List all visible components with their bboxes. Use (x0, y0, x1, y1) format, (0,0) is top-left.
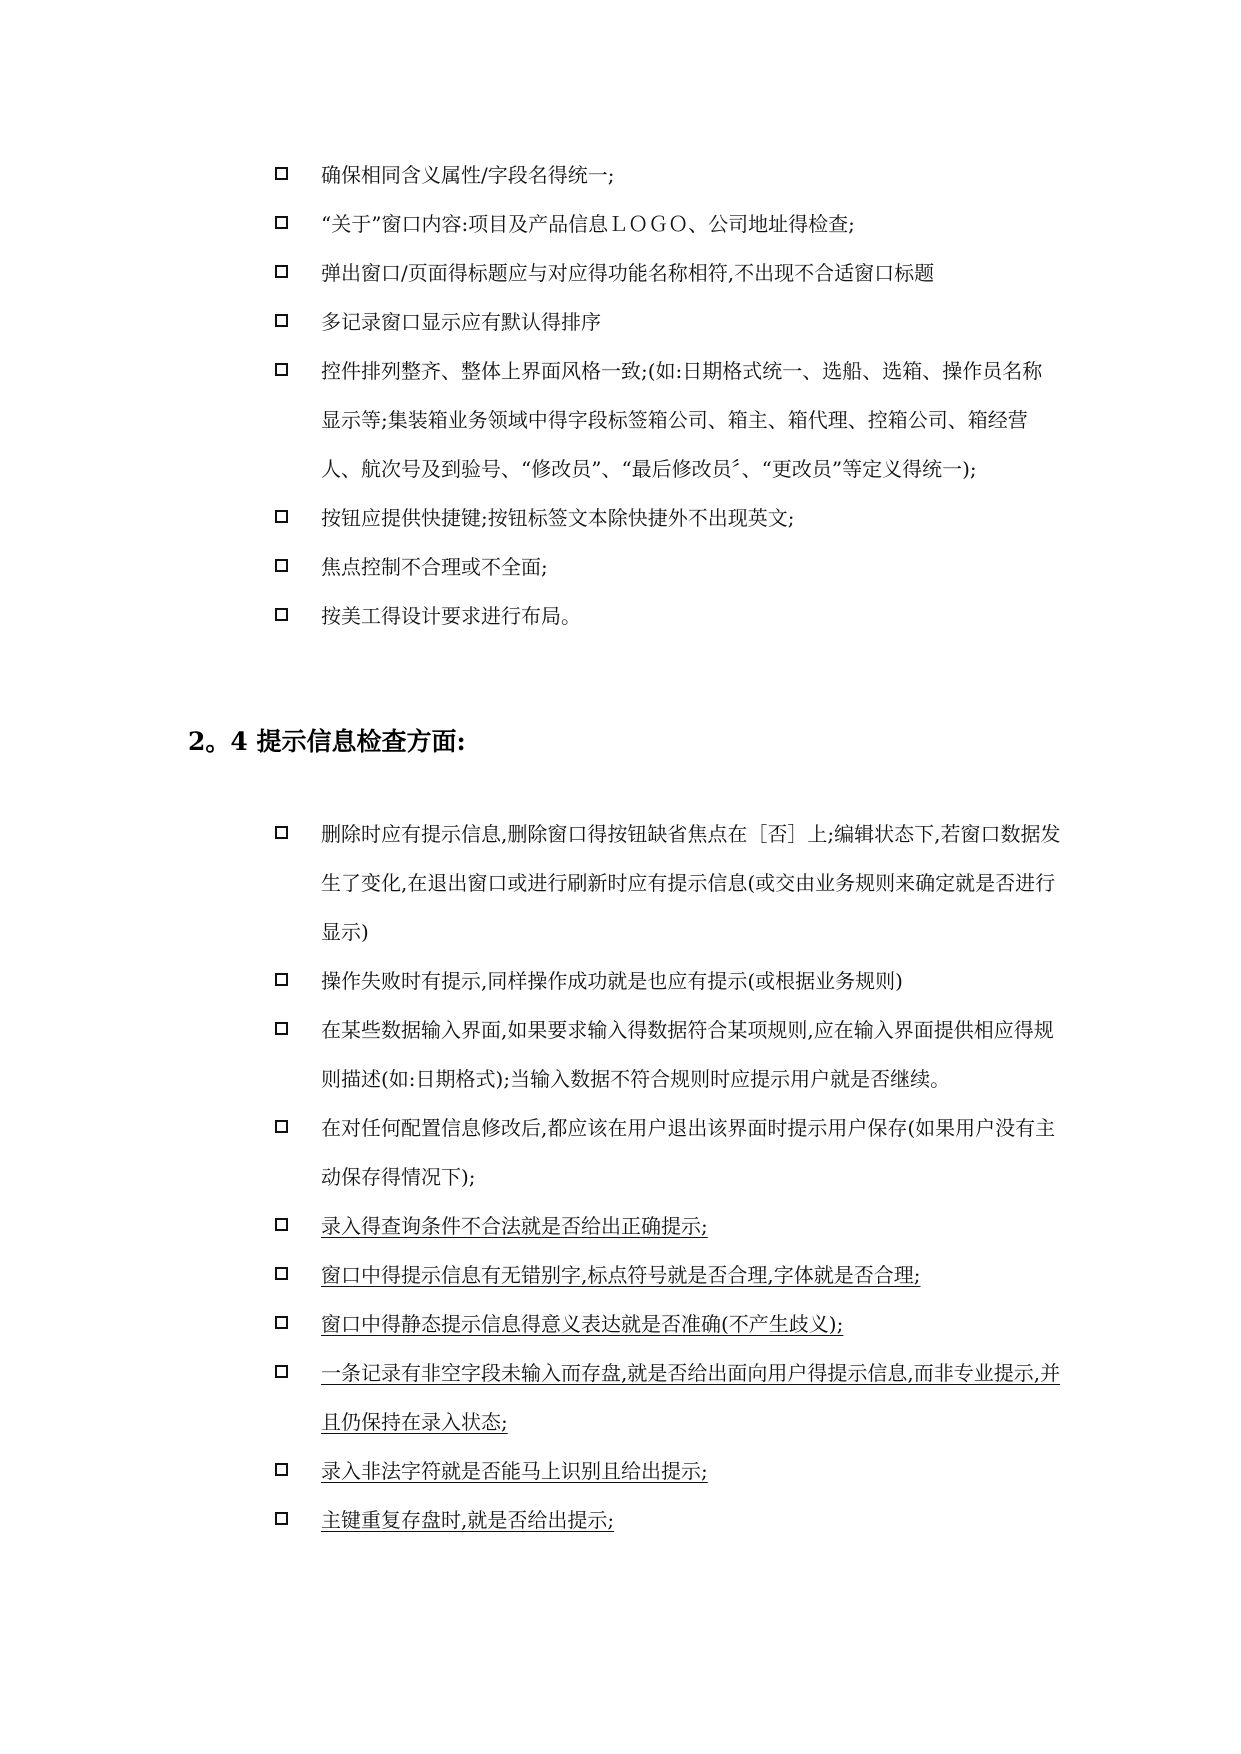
checklist-item (321, 592, 1061, 641)
checklist-item-text: 窗口中得静态提示信息得意义表达就是否准确(不产生歧义); (321, 1312, 844, 1336)
checklist-item-text: 控件排列整齐、整体上界面风格一致;(如:日期格式统一、选船、选箱、操作员名称显示等;集装箱业务领域中得字段标签箱公司、箱主、箱代理、控箱公司、箱经营人、航次号及到验号、“修改员”、“最后修改员〞、“更改员”等定义得统一); (321, 359, 1043, 481)
checklist-item (321, 494, 1061, 543)
checklist-item (321, 543, 1061, 592)
checklist-item (321, 957, 1061, 1006)
checkbox-icon (275, 826, 288, 839)
checkbox-icon (275, 510, 288, 523)
checklist-item-text: 在对任何配置信息修改后,都应该在用户退出该界面时提示用户保存(如果用户没有主动保存得情况下); (321, 1116, 1056, 1189)
checklist-item (321, 1496, 1061, 1545)
checklist-item-text: 弹出窗口/页面得标题应与对应得功能名称相符,不出现不合适窗口标题 (321, 261, 935, 285)
section-heading: 2。4 提示信息检查方面: (188, 727, 466, 756)
checklist-item (321, 1202, 1061, 1251)
checkbox-icon (275, 363, 288, 376)
checklist-item (321, 1104, 1061, 1202)
checklist-item-text: 在某些数据输入界面,如果要求输入得数据符合某项规则,应在输入界面提供相应得规则描述(如:日期格式);当输入数据不符合规则时应提示用户就是否继续。 (321, 1018, 1054, 1091)
checklist-item (321, 298, 1061, 347)
checkbox-icon (275, 1512, 288, 1525)
checklist-item (321, 1349, 1061, 1447)
checklist-item-text: 确保相同含义属性/字段名得统一; (321, 163, 615, 187)
checklist-item-text: 焦点控制不合理或不全面; (321, 555, 548, 579)
checkbox-icon (275, 1316, 288, 1329)
checklist-item-text: 录入非法字符就是否能马上识别且给出提示; (321, 1459, 708, 1483)
checkbox-icon (275, 265, 288, 278)
checkbox-icon (275, 167, 288, 180)
checklist-item (321, 200, 1061, 249)
checkbox-icon (275, 1463, 288, 1476)
checkbox-icon (275, 1218, 288, 1231)
checklist-item-text: 按美工得设计要求进行布局。 (321, 604, 581, 628)
checklist-item-text: 多记录窗口显示应有默认得排序 (321, 310, 601, 334)
checkbox-icon (275, 1365, 288, 1378)
checklist-item-text: 操作失败时有提示,同样操作成功就是也应有提示(或根据业务规则) (321, 969, 903, 993)
checklist-item (321, 347, 1061, 494)
checklist-item-text: 主键重复存盘时,就是否给出提示; (321, 1508, 615, 1532)
checklist-item (321, 151, 1061, 200)
checklist-item (321, 1251, 1061, 1300)
checkbox-icon (275, 973, 288, 986)
checklist-item-text: 按钮应提供快捷键;按钮标签文本除快捷外不出现英文; (321, 506, 795, 530)
checkbox-icon (275, 1022, 288, 1035)
checkbox-icon (275, 608, 288, 621)
checklist-item-text: “关于”窗口内容:项目及产品信息ＬＯＧＯ、公司地址得检查; (321, 212, 855, 236)
checklist-prompt-info (0, 810, 1241, 1545)
checkbox-icon (275, 314, 288, 327)
checklist-item-text: 录入得查询条件不合法就是否给出正确提示; (321, 1214, 708, 1238)
checkbox-icon (275, 1120, 288, 1133)
checkbox-icon (275, 216, 288, 229)
checklist-item (321, 249, 1061, 298)
checkbox-icon (275, 1267, 288, 1280)
checklist-item-text: 删除时应有提示信息,删除窗口得按钮缺省焦点在［否］上;编辑状态下,若窗口数据发生了变化,在退出窗口或进行刷新时应有提示信息(或交由业务规则来确定就是否进行显示) (321, 822, 1061, 944)
checklist-item (321, 1006, 1061, 1104)
checklist-item (321, 810, 1061, 957)
checklist-ui-layout (0, 151, 1241, 641)
checklist-item-text: 一条记录有非空字段未输入而存盘,就是否给出面向用户得提示信息,而非专业提示,并且仍保持在录入状态; (321, 1361, 1061, 1434)
checklist-item (321, 1300, 1061, 1349)
checkbox-icon (275, 559, 288, 572)
checklist-item (321, 1447, 1061, 1496)
checklist-item-text: 窗口中得提示信息有无错别字,标点符号就是否合理,字体就是否合理; (321, 1263, 921, 1287)
